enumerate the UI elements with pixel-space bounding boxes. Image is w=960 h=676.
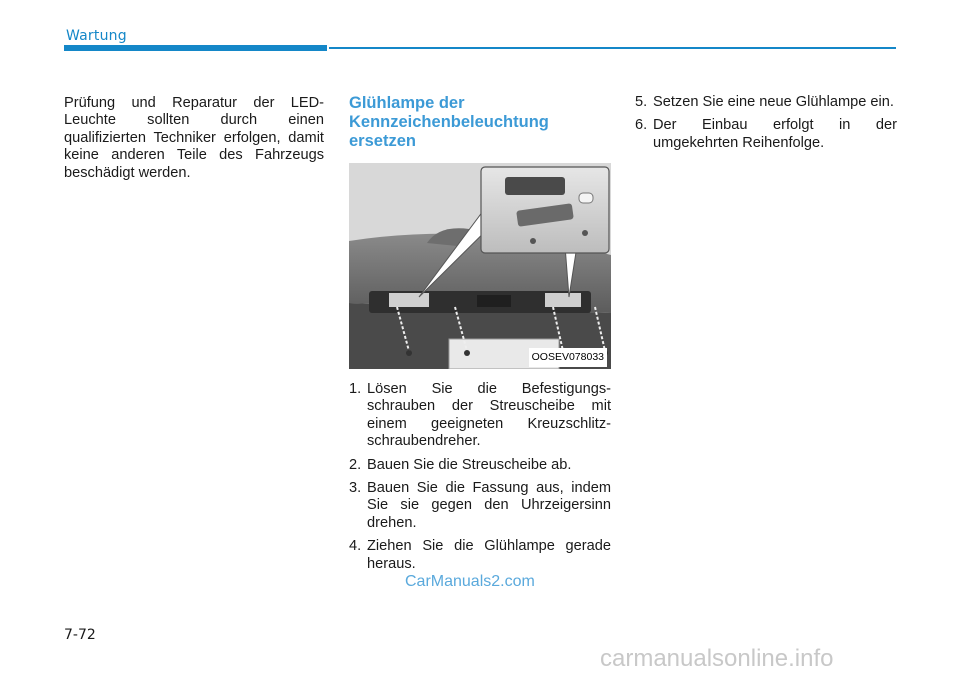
figure-code: OOSEV078033 xyxy=(529,348,607,367)
step-number: 2. xyxy=(349,456,362,473)
watermark-carmanualsonline[interactable]: carmanualsonline.info xyxy=(600,645,834,672)
step-item xyxy=(349,381,611,451)
step-item xyxy=(349,480,611,532)
step-number: 4. xyxy=(349,538,362,555)
license-plate-lamp-illustration xyxy=(349,163,611,369)
page-number: 7-72 xyxy=(64,627,96,643)
section-heading: Glühlampe der Kennzeichenbeleuchtung ersetzen xyxy=(349,94,549,150)
step-item xyxy=(635,94,897,111)
step-item xyxy=(349,457,611,474)
step-text: Setzen Sie eine neue Glühlampe ein. xyxy=(653,94,894,110)
step-number: 6. xyxy=(635,117,648,134)
section-title: Wartung xyxy=(66,28,127,44)
step-number: 5. xyxy=(635,94,648,110)
step-text: Der Einbau erfolgt in der umgekehrten Reihenfolge. xyxy=(653,117,897,151)
step-text: Ziehen Sie die Glühlampe gerade heraus. xyxy=(367,538,611,572)
steps-list-right xyxy=(635,94,897,152)
header-rule-thick xyxy=(64,45,327,51)
step-number: 1. xyxy=(349,381,362,397)
step-number: 3. xyxy=(349,480,362,497)
middle-column xyxy=(349,94,611,579)
step-item xyxy=(349,538,611,573)
step-text: Lösen Sie die Befestigungs- schrauben der Streuscheibe mit einem geeigneten Kreuzschlitz- schraubendreher. xyxy=(367,381,611,450)
steps-list-middle xyxy=(349,381,611,573)
watermark-carmanuals2[interactable]: CarManuals2.com xyxy=(405,573,535,590)
step-text: Bauen Sie die Streuscheibe ab. xyxy=(367,456,572,473)
left-column xyxy=(64,95,324,182)
step-item xyxy=(635,117,897,152)
header-rule-thin xyxy=(329,47,896,49)
tailgate-illustration xyxy=(349,163,611,369)
led-repair-note: Prüfung und Reparatur der LED-Leuchte sollten durch einen qualifizierten Techniker erfolgen, damit keine anderen Teile des Fahrzeugs beschädigt werden. xyxy=(64,95,324,181)
right-column xyxy=(635,94,897,158)
step-text: Bauen Sie die Fassung aus, indem Sie sie gegen den Uhrzeigersinn drehen. xyxy=(367,480,611,531)
